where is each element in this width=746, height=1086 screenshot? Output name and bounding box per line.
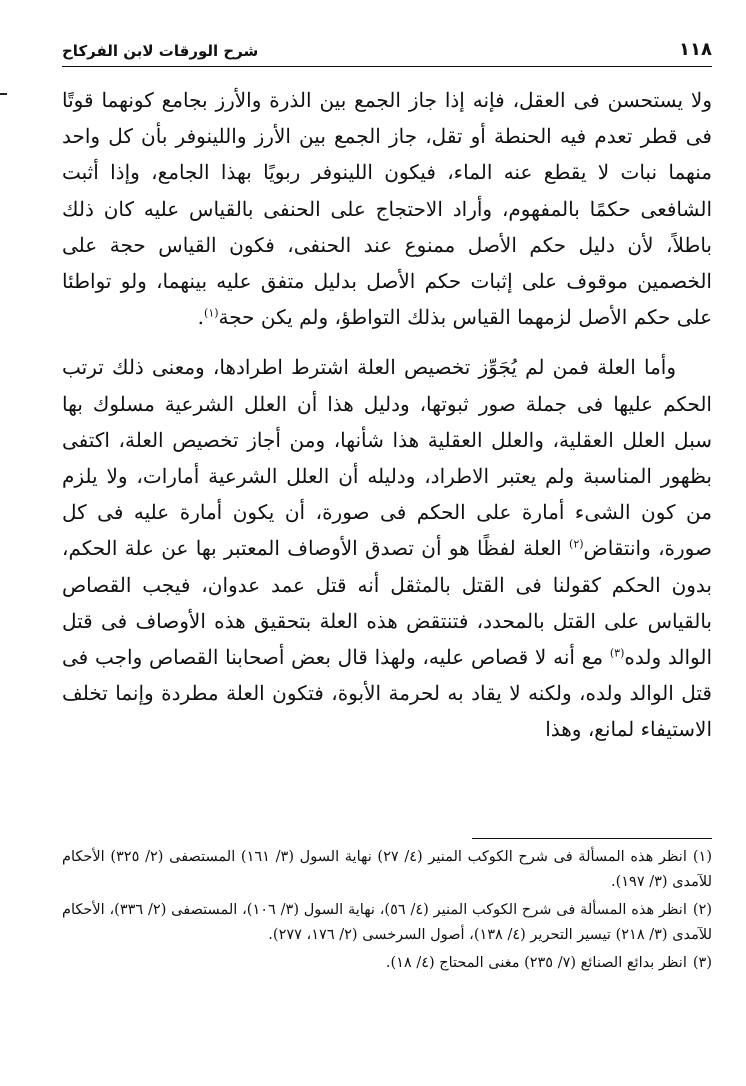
footnote bbox=[62, 845, 712, 894]
paragraph-end: . bbox=[197, 305, 205, 330]
footnote-reference: (١) bbox=[204, 306, 219, 320]
footnote-text: انظر هذه المسألة فى شرح الكوكب المنير (٤/ ٥٦)، نهاية السول (٣/ ١٠٦)، المستصفى (٢/ ٣٣٦)، الأحكام للآمدى (٣/ ٢١٨) تيسير التحرير (٤/ ١٣٨)، أصول السرخسى (٢/ ١٧٦، ٢٧٧). bbox=[62, 902, 712, 943]
footnote-divider bbox=[472, 838, 712, 839]
footnote bbox=[62, 898, 712, 947]
paragraph bbox=[62, 82, 712, 335]
paragraph-text: ولا يستحسن فى العقل، فإنه إذا جاز الجمع بين الذرة والأرز بجامع كونهما قوتًا فى قطر تعدم فيه الحنطة أو تقل، جاز الجمع بين الأرز واللينوفر بأن كل واحد منهما نبات لا يقطع عنه الماء، فيكون اللينوفر ربويًا بهذا الجامع، وإذا أثبت الشافعى حكمًا بالمفهوم، وأراد الاحتجاج على الحنفى بالقياس عليه كان ذلك باطلاً، لأن دليل حكم الأصل ممنوع عند الحنفى، فكون القياس حجة على الخصمين موقوف على إثبات حكم الأصل بدليل متفق عليه بينهما، ولو تواطئا على حكم الأصل لزمهما القياس بذلك التواطؤ، ولم يكن حجة bbox=[62, 88, 712, 330]
running-title: شرح الورقات لابن الفركاح bbox=[62, 42, 259, 60]
footnote-number: (٣) bbox=[692, 955, 712, 971]
margin-mark bbox=[0, 93, 7, 95]
footnote-number: (١) bbox=[692, 849, 713, 865]
paragraph-text: وأما العلة فمن لم يُجَوِّز تخصيص العلة اشترط اطرادها، ومعنى ذلك ترتب الحكم عليها فى جملة صور ثبوتها، ودليل هذا أن العلل الشرعية مسلوك بها سبل العلل العقلية، والعلل العقلية هذا شأنها، ومن أجاز تخصيص العلة، اكتفى بظهور المناسبة ولم يعتبر الاطراد، ودليله أن العلل الشرعية أمارات، ولا يلزم من كون الشىء أمارة على الحكم فى صورة، أن يكون أمارة عليه فى كل صورة، وانتقاض bbox=[62, 355, 712, 561]
footnote-text: انظر هذه المسألة فى شرح الكوكب المنير (٤/ ٢٧) نهاية السول (٣/ ١٦١) المستصفى (٢/ ٣٢٥) الأحكام للآمدى (٣/ ١٩٧). bbox=[62, 849, 712, 890]
paragraph-text: العلة لفظًا هو أن تصدق الأوصاف المعتبر بها عن علة الحكم، بدون الحكم كقولنا فى القتل بالمثقل أنه قتل عمد عدوان، فيجب القصاص بالقياس على القتل بالمحدد، فتنتقض هذه العلة بتحقيق هذه الأوصاف فى قتل الوالد ولده bbox=[62, 536, 713, 670]
footnote-number: (٢) bbox=[692, 902, 712, 918]
footnote bbox=[62, 951, 712, 976]
footnotes bbox=[62, 845, 712, 980]
page-header bbox=[62, 38, 712, 67]
footnote-reference: (٣) bbox=[609, 646, 625, 660]
main-text bbox=[62, 82, 712, 748]
paragraph bbox=[62, 349, 712, 747]
page-number: ١١٨ bbox=[679, 39, 712, 60]
footnote-text: انظر بدائع الصنائع (٧/ ٢٣٥) مغنى المحتاج (٤/ ١٨). bbox=[385, 955, 687, 971]
footnote-reference: (٢) bbox=[569, 537, 584, 551]
paragraph-text: مع أنه لا قصاص عليه، ولهذا قال بعض أصحابنا القصاص واجب فى قتل الوالد ولده، ولكنه لا يقاد به لحرمة الأبوة، فتكون العلة مطردة وإنما تخلف الاستيفاء لمانع، وهذا bbox=[62, 645, 712, 742]
